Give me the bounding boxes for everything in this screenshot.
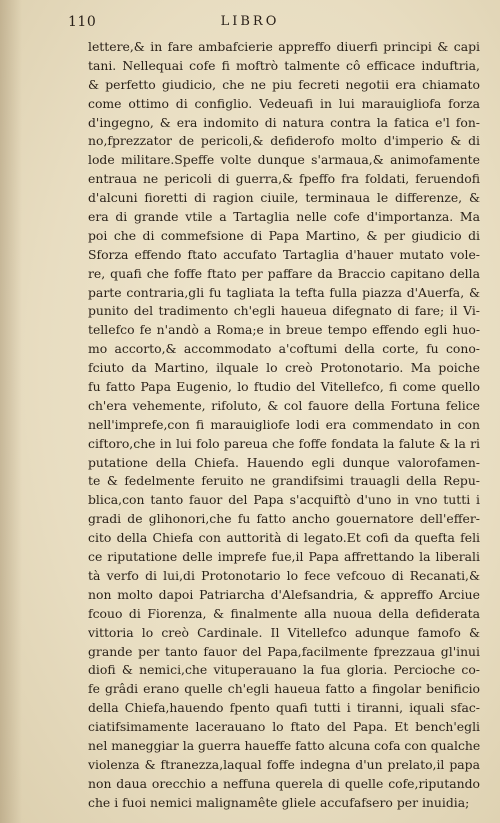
text-line: tellefco fe n'andò a Roma;e in breue tempo effendo egli huo-: [88, 322, 480, 338]
body-text: [88, 38, 480, 813]
text-line: putatione della Chiefa. Hauendo egli dunque valorofamen-: [88, 454, 480, 470]
text-line: te & fedelmente feruito ne grandifsimi trauagli della Repu-: [88, 473, 480, 489]
text-line: fe grâdi erano quelle ch'egli haueua fatto a fingolar benificio: [88, 681, 480, 697]
text-line: mo accorto,& accommodato a'coftumi della corte, fu cono-: [88, 341, 480, 357]
text-line: nel maneggiar la guerra haueffe fatto alcuna cofa con qualche: [88, 737, 480, 753]
running-head: LIBRO: [220, 14, 280, 29]
text-line: grande per tanto fauor del Papa,facilmente fprezzaua gl'inui: [88, 643, 480, 659]
text-line: era di grande vtile a Tartaglia nelle cofe d'importanza. Ma: [88, 209, 480, 225]
text-line: fciuto da Martino, ilquale lo creò Protonotario. Ma poiche: [88, 360, 480, 376]
text-line: no,fprezzator de pericoli,& defiderofo molto d'imperio & di: [88, 133, 480, 149]
text-line: non molto dapoi Patriarcha d'Alefsandria, & appreffo Arciue: [88, 586, 480, 602]
text-line: gradi de glihonori,che fu fatto ancho gouernatore dell'effer-: [88, 511, 480, 527]
text-line: tà verfo di lui,di Protonotario lo fece vefcouo di Recanati,&: [88, 567, 480, 583]
text-line: lode militare.Speffe volte dunque s'armaua,& animofamente: [88, 152, 480, 168]
text-line: d'alcuni fioretti di ragion ciuile, terminaua le differenze, &: [88, 190, 480, 206]
text-line: re, quafi che foffe ftato per paffare da Braccio capitano della: [88, 265, 480, 281]
text-line: ce riputatione delle imprefe fue,il Papa affrettando la liberali: [88, 549, 480, 565]
text-line: nell'imprefe,con fi marauigliofe lodi era commendato in con: [88, 416, 480, 432]
text-line: ch'era vehemente, rifoluto, & col fauore della Fortuna felice: [88, 397, 480, 413]
text-line: parte contraria,gli fu tagliata la tefta fulla piazza d'Auerfa, &: [88, 284, 480, 300]
text-line: & perfetto giudicio, che ne piu fecreti negotii era chiamato: [88, 76, 480, 92]
text-line: della Chiefa,hauendo fpento quafi tutti i tiranni, iquali sfac-: [88, 700, 480, 716]
text-line: poi che di commefsione di Papa Martino, & per giudicio di: [88, 227, 480, 243]
text-line: vittoria lo creò Cardinale. Il Vitellefco adunque famofo &: [88, 624, 480, 640]
text-line: blica,con tanto fauor del Papa s'acquiftò d'uno in vno tutti i: [88, 492, 480, 508]
text-line: entraua ne pericoli di guerra,& fpeffo fra foldati, feruendofi: [88, 171, 480, 187]
text-line: lettere,& in fare ambafcierie appreffo diuerfi principi & capi: [88, 39, 480, 54]
text-line: fcouo di Fiorenza, & finalmente alla nuoua della defiderata: [88, 605, 480, 621]
text-line: ciftoro,che in lui folo pareua che foffe fondata la falute & la ri: [88, 435, 480, 451]
text-line: non daua orecchio a neffuna querela di quelle cofe,riputando: [88, 775, 480, 791]
text-line: che i fuoi nemici malignamête gliele accufafsero per inuidia;: [88, 794, 470, 810]
text-line: ciatifsimamente lacerauano lo ftato del Papa. Et bench'egli: [88, 719, 480, 735]
text-line: diofi & nemici,che vituperauano la fua gloria. Percioche co-: [88, 662, 480, 678]
text-line: come ottimo di configlio. Vedeuafi in lui marauigliofa forza: [88, 95, 480, 111]
text-line: d'ingegno, & era indomito di natura contra la fatica e'l fon-: [88, 114, 480, 130]
text-line: cito della Chiefa con auttorità di legato.Et cofi da quefta feli: [88, 530, 480, 546]
page-number: 110: [68, 14, 97, 30]
text-line: tani. Nellequai cofe fi moftrò talmente cô efficace induftria,: [88, 57, 480, 73]
text-line: Sforza effendo ftato accufato Tartaglia d'hauer mutato vole-: [88, 246, 480, 262]
text-line: punito del tradimento ch'egli haueua difegnato di fare; il Vi-: [88, 303, 480, 319]
text-line: violenza & ftranezza,laqual foffe indegna d'un prelato,il papa: [88, 756, 480, 772]
text-line: fu fatto Papa Eugenio, lo ftudio del Vitellefco, fi come quello: [88, 379, 480, 395]
